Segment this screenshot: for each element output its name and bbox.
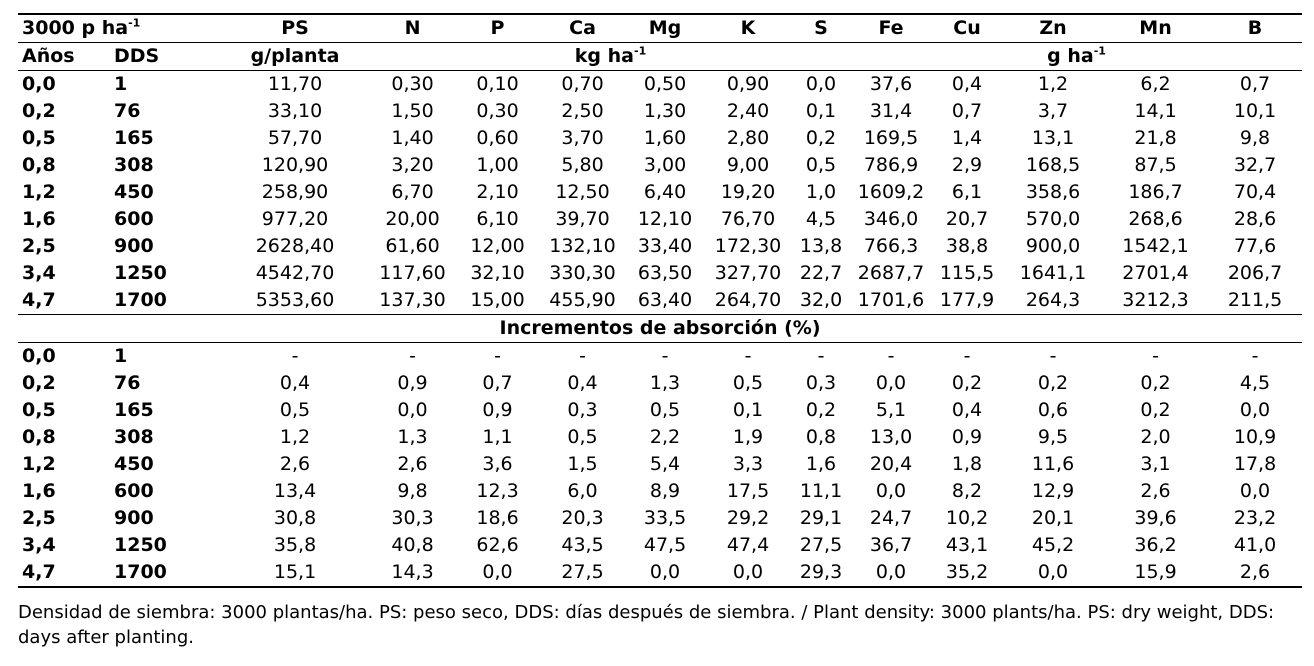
data-cell: 2,9 <box>951 154 983 176</box>
data-cell: - <box>931 343 1003 371</box>
data-cell: 33,40 <box>637 235 693 257</box>
data-cell: 70,4 <box>1233 181 1277 203</box>
data-cell: 0,2 <box>805 127 837 149</box>
data-cell: - <box>540 343 625 371</box>
data-cell: - <box>851 343 931 371</box>
data-cell: 29,2 <box>726 507 770 529</box>
data-cell: 39,70 <box>555 208 610 230</box>
data-cell: 32,7 <box>1233 154 1277 176</box>
data-cell: 9,8 <box>397 480 428 502</box>
data-cell: 36,2 <box>1134 534 1177 556</box>
data-cell: 2,50 <box>561 100 604 122</box>
data-cell: 1,3 <box>397 426 428 448</box>
cell-anos: 1,6 <box>22 480 56 502</box>
section-title: Incrementos de absorción (%) <box>18 315 1302 343</box>
data-cell: 1,40 <box>391 127 434 149</box>
data-cell: 35,8 <box>273 534 317 556</box>
cell-anos: 4,7 <box>22 289 56 311</box>
increment-row <box>18 424 1302 451</box>
cell-dds: 600 <box>114 208 154 230</box>
data-cell: 21,8 <box>1134 127 1177 149</box>
cell-anos: 1,6 <box>22 208 56 230</box>
data-cell: 9,00 <box>726 154 770 176</box>
data-cell: 3,1 <box>1140 453 1171 475</box>
data-cell: 0,3 <box>805 372 837 394</box>
cell-dds: 900 <box>114 235 154 257</box>
data-cell: 45,2 <box>1031 534 1075 556</box>
data-cell: 0,0 <box>1239 480 1271 502</box>
data-cell: 0,2 <box>1140 372 1171 394</box>
data-cell: 206,7 <box>1227 262 1283 284</box>
data-cell: 137,30 <box>379 289 446 311</box>
data-cell: 15,00 <box>470 289 525 311</box>
data-cell: 14,1 <box>1134 100 1177 122</box>
cell-dds: 1 <box>110 343 220 371</box>
data-cell: 6,10 <box>476 208 519 230</box>
data-cell: 115,5 <box>939 262 995 284</box>
cell-dds: 308 <box>114 426 154 448</box>
data-cell: 29,1 <box>799 507 843 529</box>
data-cell: 1,6 <box>805 453 837 475</box>
data-cell: 1,3 <box>649 372 681 394</box>
data-cell: 15,9 <box>1103 559 1208 587</box>
cell-anos: 0,5 <box>22 399 56 421</box>
increment-row <box>18 343 1302 371</box>
data-cell: 2701,4 <box>1122 262 1189 284</box>
cell-dds: 165 <box>114 399 154 421</box>
data-cell: 258,90 <box>261 181 329 203</box>
increment-row <box>18 478 1302 505</box>
cell-anos: 3,4 <box>22 262 56 284</box>
data-cell: 9,5 <box>1037 426 1069 448</box>
data-cell: 0,2 <box>805 399 837 421</box>
data-cell: 0,1 <box>732 399 764 421</box>
data-cell: - <box>455 343 540 371</box>
cell-dds: 165 <box>114 127 154 149</box>
data-cell: 0,30 <box>370 71 455 99</box>
data-cell: 11,6 <box>1031 453 1075 475</box>
footnote: Densidad de siembra: 3000 plantas/ha. PS: peso seco, DDS: días después de siembra. / Plant density: 3000 plants/ha. PS: dry weight, DDS: days after planting. <box>18 602 1275 648</box>
data-cell: 0,2 <box>1140 399 1171 421</box>
increments-body <box>18 343 1302 588</box>
data-cell: 3,7 <box>1037 100 1069 122</box>
data-cell: 0,50 <box>625 71 705 99</box>
cell-dds: 1700 <box>110 559 220 587</box>
data-cell: 6,0 <box>567 480 598 502</box>
data-cell: 0,5 <box>805 154 837 176</box>
data-cell: 30,8 <box>273 507 317 529</box>
data-cell: 120,90 <box>261 154 329 176</box>
cell-anos: 0,0 <box>18 343 110 371</box>
cell-dds: 76 <box>114 100 141 122</box>
cell-anos: 0,8 <box>22 426 56 448</box>
data-cell: 57,70 <box>267 127 323 149</box>
data-cell: 0,0 <box>875 372 907 394</box>
data-cell: 0,0 <box>455 559 540 587</box>
data-cell: 169,5 <box>863 127 919 149</box>
data-cell: 12,50 <box>555 181 610 203</box>
col-header-p: P <box>455 14 540 43</box>
data-cell: 1609,2 <box>857 181 925 203</box>
data-cell: 0,7 <box>951 100 983 122</box>
data-cell: 0,5 <box>732 372 764 394</box>
col-header-mg: Mg <box>625 14 705 43</box>
data-cell: 1,00 <box>476 154 519 176</box>
data-cell: 2,6 <box>279 453 311 475</box>
increment-row <box>18 451 1302 478</box>
data-cell: 1,0 <box>805 181 837 203</box>
data-cell: 43,5 <box>561 534 604 556</box>
data-cell: 61,60 <box>385 235 440 257</box>
data-cell: - <box>220 343 370 371</box>
units-anos: Años <box>18 43 110 71</box>
data-cell: 15,1 <box>220 559 370 587</box>
data-cell: 11,1 <box>799 480 843 502</box>
data-cell: 3,70 <box>561 127 604 149</box>
absorption-row <box>18 287 1302 315</box>
increment-row <box>18 532 1302 559</box>
data-cell: 38,8 <box>945 235 989 257</box>
data-cell: - <box>1208 343 1302 371</box>
data-cell: 18,6 <box>476 507 519 529</box>
data-cell: 3,20 <box>391 154 434 176</box>
data-cell: 977,20 <box>261 208 329 230</box>
data-cell: 33,10 <box>267 100 323 122</box>
units-row <box>18 43 1302 71</box>
data-cell: 77,6 <box>1233 235 1277 257</box>
data-cell: 40,8 <box>391 534 434 556</box>
data-cell: 0,0 <box>791 71 851 99</box>
data-cell: 5,80 <box>561 154 604 176</box>
data-cell: 346,0 <box>863 208 919 230</box>
cell-dds: 600 <box>114 480 154 502</box>
data-cell: 2,6 <box>1140 480 1171 502</box>
data-cell: 32,10 <box>470 262 525 284</box>
data-cell: 327,70 <box>714 262 782 284</box>
data-cell: 268,6 <box>1128 208 1183 230</box>
data-cell: 13,1 <box>1031 127 1075 149</box>
data-cell: 87,5 <box>1134 154 1177 176</box>
absorption-row <box>18 152 1302 179</box>
data-cell: - <box>370 343 455 371</box>
data-cell: 28,6 <box>1233 208 1277 230</box>
units-kg-ha: kg $ha^{-1}$ <box>370 43 851 71</box>
cell-dds: 308 <box>114 154 154 176</box>
data-cell: 900,0 <box>1025 235 1081 257</box>
absorption-row <box>18 179 1302 206</box>
data-cell: 766,3 <box>863 235 919 257</box>
absorption-row <box>18 206 1302 233</box>
data-cell: 6,40 <box>643 181 687 203</box>
data-cell: 13,0 <box>869 426 913 448</box>
data-cell: 0,4 <box>931 71 1003 99</box>
data-cell: 168,5 <box>1025 154 1081 176</box>
cell-dds: 450 <box>114 181 154 203</box>
data-cell: 1,60 <box>643 127 687 149</box>
corner-label: 3000 p $ha^{-1}$ <box>18 14 220 43</box>
data-cell: 0,7 <box>1208 71 1302 99</box>
data-cell: 2,10 <box>476 181 519 203</box>
cell-anos: 2,5 <box>22 235 56 257</box>
data-cell: 0,7 <box>482 372 513 394</box>
data-cell: 63,40 <box>637 289 693 311</box>
data-cell: 10,2 <box>945 507 989 529</box>
data-cell: 9,8 <box>1239 127 1271 149</box>
cell-dds: 1700 <box>114 289 167 311</box>
data-cell: 0,0 <box>851 559 931 587</box>
data-cell: 2,2 <box>649 426 681 448</box>
data-cell: - <box>705 343 791 371</box>
data-cell: 2,6 <box>397 453 428 475</box>
data-cell: 5353,60 <box>255 289 335 311</box>
cell-anos: 0,0 <box>18 71 110 99</box>
data-cell: 3,6 <box>482 453 513 475</box>
data-cell: 13,4 <box>273 480 317 502</box>
data-cell: 12,3 <box>476 480 519 502</box>
data-cell: 47,5 <box>643 534 687 556</box>
data-cell: 14,3 <box>370 559 455 587</box>
data-cell: 17,8 <box>1233 453 1277 475</box>
data-cell: 4542,70 <box>255 262 335 284</box>
data-cell: 6,70 <box>391 181 434 203</box>
col-header-ca: Ca <box>540 14 625 43</box>
increment-row <box>18 505 1302 532</box>
data-cell: - <box>791 343 851 371</box>
absorption-row <box>18 98 1302 125</box>
absorption-body <box>18 71 1302 315</box>
data-cell: 117,60 <box>379 262 446 284</box>
data-cell: 1,9 <box>732 426 764 448</box>
units-dds: DDS <box>110 43 220 71</box>
data-cell: 20,3 <box>561 507 604 529</box>
data-cell: 358,6 <box>1025 181 1081 203</box>
cell-anos: 0,8 <box>22 154 56 176</box>
data-cell: 0,4 <box>567 372 598 394</box>
data-cell: 0,0 <box>1239 399 1271 421</box>
data-cell: 2,6 <box>1208 559 1302 587</box>
data-cell: 1542,1 <box>1122 235 1189 257</box>
data-cell: 17,5 <box>726 480 770 502</box>
data-cell: 1,4 <box>951 127 983 149</box>
data-cell: 264,70 <box>714 289 782 311</box>
data-cell: 19,20 <box>720 181 776 203</box>
data-cell: 0,10 <box>455 71 540 99</box>
data-cell: 63,50 <box>637 262 693 284</box>
cell-anos: 0,5 <box>22 127 56 149</box>
data-cell: 211,5 <box>1227 289 1283 311</box>
data-cell: 1,8 <box>951 453 983 475</box>
cell-dds: 1250 <box>114 534 167 556</box>
data-cell: 76,70 <box>720 208 776 230</box>
data-cell: 0,3 <box>567 399 598 421</box>
data-cell: 8,9 <box>649 480 681 502</box>
data-cell: 0,5 <box>649 399 681 421</box>
data-cell: 0,9 <box>482 399 513 421</box>
data-cell: 786,9 <box>863 154 919 176</box>
data-cell: 132,10 <box>549 235 616 257</box>
data-cell: 27,5 <box>540 559 625 587</box>
col-header-b: B <box>1208 14 1302 43</box>
data-cell: 0,0 <box>625 559 705 587</box>
cell-anos: 4,7 <box>18 559 110 587</box>
units-g-ha: g $ha^{-1}$ <box>851 43 1302 71</box>
col-header-ps: PS <box>220 14 370 43</box>
data-cell: 3,00 <box>643 154 687 176</box>
data-cell: 62,6 <box>476 534 519 556</box>
data-cell: 5,1 <box>875 399 907 421</box>
col-header-fe: Fe <box>851 14 931 43</box>
data-cell: 39,6 <box>1134 507 1177 529</box>
data-cell: - <box>625 343 705 371</box>
data-cell: 330,30 <box>549 262 616 284</box>
data-cell: 0,4 <box>279 372 311 394</box>
data-cell: 0,6 <box>1037 399 1069 421</box>
data-cell: 455,90 <box>549 289 616 311</box>
increment-row <box>18 370 1302 397</box>
data-cell: 12,00 <box>470 235 525 257</box>
col-header-zn: Zn <box>1003 14 1103 43</box>
cell-dds: 1250 <box>114 262 167 284</box>
data-cell: 177,9 <box>939 289 995 311</box>
data-cell: 0,0 <box>705 559 791 587</box>
data-cell: 172,30 <box>714 235 782 257</box>
data-cell: 31,4 <box>869 100 913 122</box>
data-cell: 36,7 <box>869 534 913 556</box>
data-cell: 0,30 <box>476 100 519 122</box>
data-cell: 0,90 <box>705 71 791 99</box>
data-cell: 35,2 <box>931 559 1003 587</box>
data-cell: 12,9 <box>1031 480 1075 502</box>
cell-anos: 1,2 <box>22 181 56 203</box>
data-cell: 0,4 <box>951 399 983 421</box>
data-cell: 29,3 <box>791 559 851 587</box>
data-cell: 1641,1 <box>1019 262 1087 284</box>
data-cell: 22,7 <box>799 262 843 284</box>
data-cell: 37,6 <box>851 71 931 99</box>
data-cell: 0,0 <box>1003 559 1103 587</box>
data-cell: 0,2 <box>1037 372 1069 394</box>
absorption-row <box>18 260 1302 287</box>
data-cell: 30,3 <box>391 507 434 529</box>
data-cell: 0,60 <box>476 127 519 149</box>
absorption-row <box>18 233 1302 260</box>
data-cell: 1701,6 <box>857 289 925 311</box>
data-cell: 0,70 <box>540 71 625 99</box>
data-cell: 0,9 <box>397 372 428 394</box>
col-header-n: N <box>370 14 455 43</box>
data-cell: 2628,40 <box>255 235 335 257</box>
cell-dds: 76 <box>114 372 141 394</box>
data-cell: 10,1 <box>1233 100 1277 122</box>
data-cell: - <box>1103 343 1208 371</box>
data-cell: 2,0 <box>1140 426 1171 448</box>
data-cell: 20,4 <box>869 453 913 475</box>
data-cell: 0,5 <box>279 399 311 421</box>
data-cell: 23,2 <box>1233 507 1277 529</box>
cell-anos: 2,5 <box>22 507 56 529</box>
data-cell: 0,0 <box>875 480 907 502</box>
cell-anos: 1,2 <box>22 453 56 475</box>
col-header-k: K <box>705 14 791 43</box>
data-cell: 1,30 <box>643 100 687 122</box>
data-cell: 11,70 <box>220 71 370 99</box>
data-cell: 27,5 <box>799 534 843 556</box>
data-cell: 1,2 <box>279 426 311 448</box>
data-cell: 20,1 <box>1031 507 1075 529</box>
cell-dds: 450 <box>114 453 154 475</box>
data-cell: 5,4 <box>649 453 681 475</box>
data-cell: 6,2 <box>1103 71 1208 99</box>
data-cell: 12,10 <box>637 208 693 230</box>
data-cell: 13,8 <box>799 235 843 257</box>
data-cell: 0,5 <box>567 426 598 448</box>
data-cell: 2,40 <box>726 100 770 122</box>
data-cell: 20,7 <box>945 208 989 230</box>
data-cell: 0,2 <box>951 372 983 394</box>
data-cell: 10,9 <box>1233 426 1277 448</box>
data-cell: 1,5 <box>567 453 598 475</box>
data-cell: 33,5 <box>643 507 687 529</box>
data-cell: 0,8 <box>805 426 837 448</box>
col-header-mn: Mn <box>1103 14 1208 43</box>
data-cell: 32,0 <box>799 289 843 311</box>
cell-dds: 1 <box>110 71 220 99</box>
data-cell: 0,9 <box>951 426 983 448</box>
data-cell: 20,00 <box>385 208 440 230</box>
cell-anos: 3,4 <box>22 534 56 556</box>
data-cell: 570,0 <box>1025 208 1081 230</box>
data-cell: 6,1 <box>951 181 983 203</box>
data-cell: 8,2 <box>951 480 983 502</box>
data-cell: 47,4 <box>726 534 770 556</box>
increment-row <box>18 397 1302 424</box>
data-cell: 2687,7 <box>857 262 925 284</box>
cell-anos: 0,2 <box>22 100 56 122</box>
cell-dds: 900 <box>114 507 154 529</box>
data-cell: - <box>1003 343 1103 371</box>
data-cell: 1,50 <box>391 100 434 122</box>
data-cell: 1,2 <box>1003 71 1103 99</box>
units-ps: g/planta <box>220 43 370 71</box>
data-cell: 2,80 <box>726 127 770 149</box>
absorption-row <box>18 125 1302 152</box>
data-cell: 264,3 <box>1025 289 1081 311</box>
data-cell: 0,1 <box>805 100 837 122</box>
data-cell: 3212,3 <box>1122 289 1189 311</box>
data-cell: 24,7 <box>869 507 913 529</box>
data-cell: 0,0 <box>397 399 428 421</box>
data-cell: 3,3 <box>732 453 764 475</box>
data-cell: 43,1 <box>945 534 989 556</box>
absorption-row <box>18 71 1302 99</box>
section-header <box>18 315 1302 343</box>
data-cell: 186,7 <box>1128 181 1183 203</box>
data-cell: 4,5 <box>1239 372 1271 394</box>
col-header-s: S <box>791 14 851 43</box>
header-row <box>18 14 1302 43</box>
data-cell: 4,5 <box>805 208 837 230</box>
cell-anos: 0,2 <box>22 372 56 394</box>
data-cell: 41,0 <box>1233 534 1277 556</box>
increment-row <box>18 559 1302 587</box>
nutrient-absorption-table <box>18 13 1302 588</box>
data-cell: 1,1 <box>482 426 513 448</box>
col-header-cu: Cu <box>931 14 1003 43</box>
